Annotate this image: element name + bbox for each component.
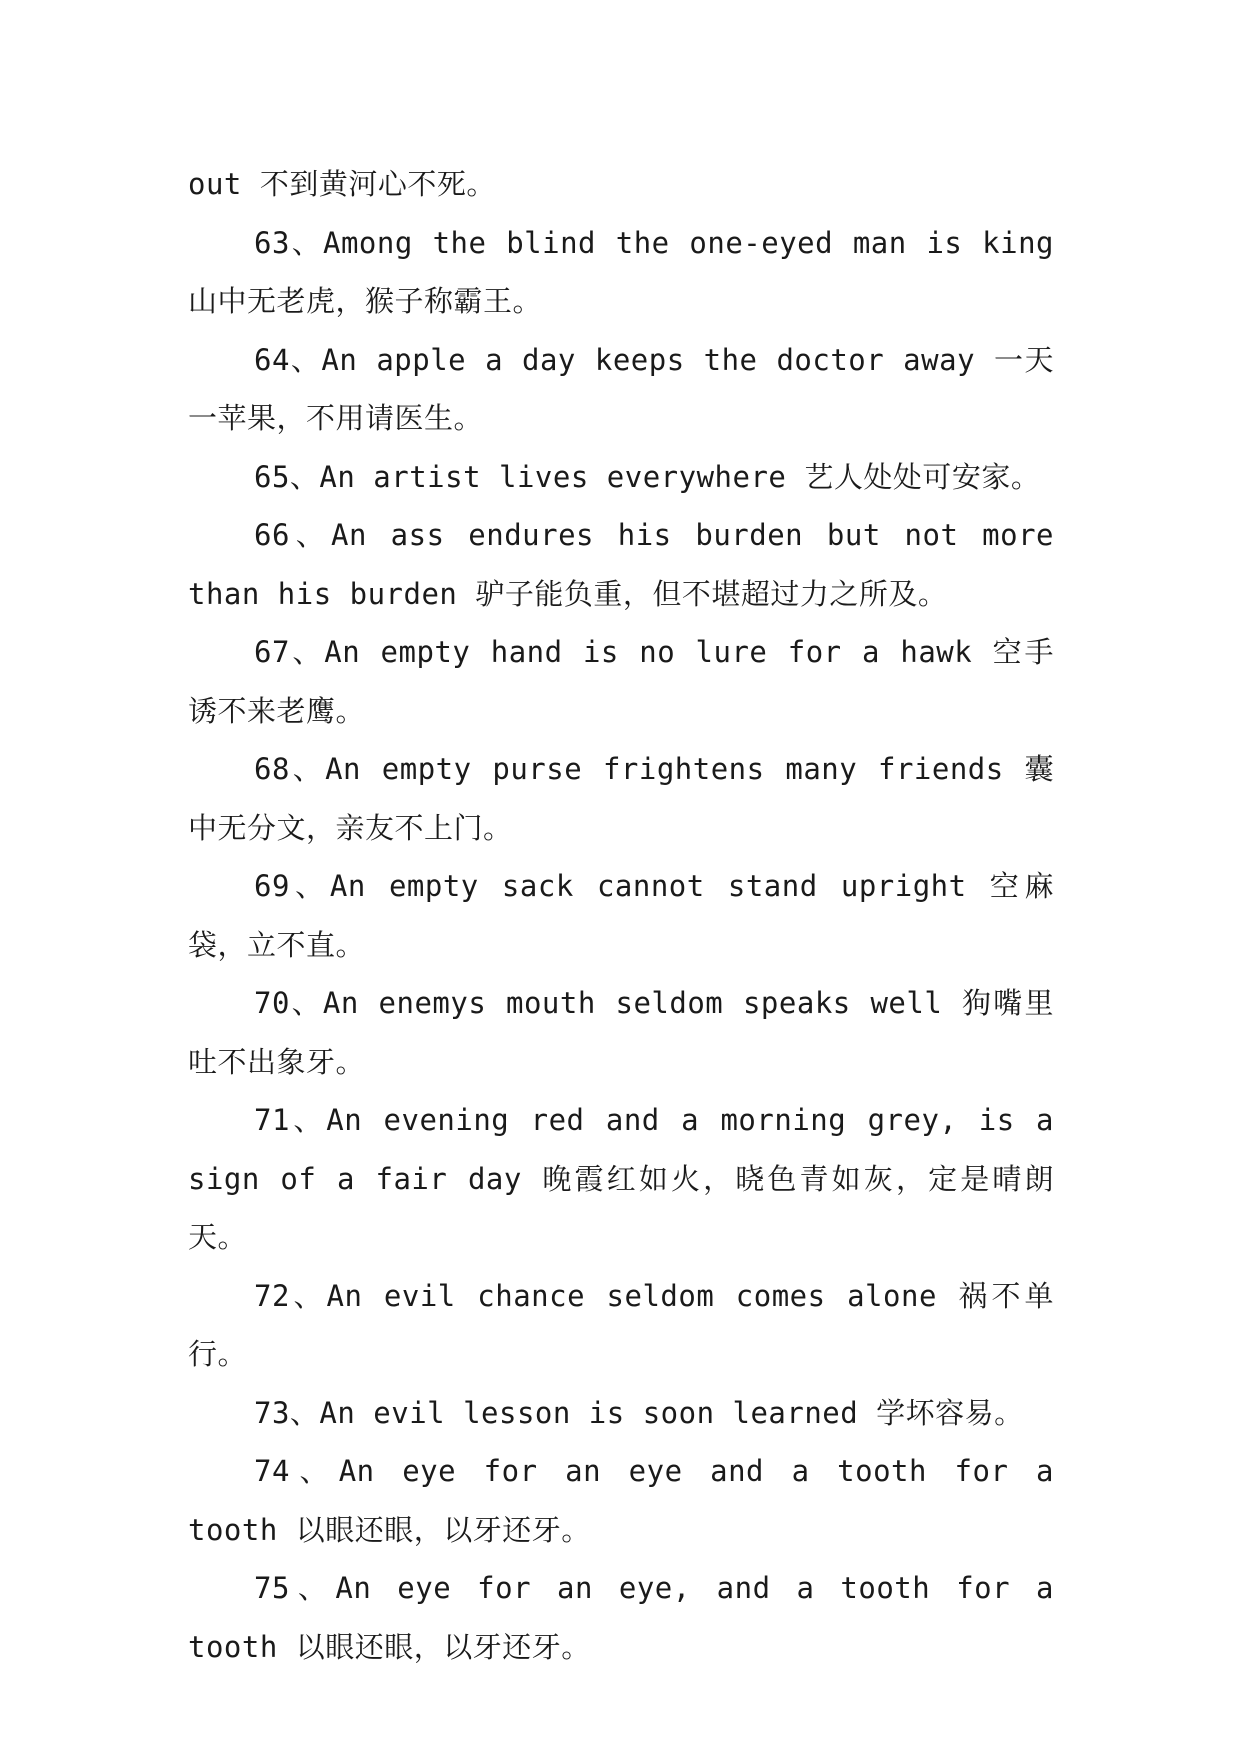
proverb-68: 68、An empty purse frightens many friends 囊中无分文，亲友不上门。 xyxy=(188,752,1054,845)
proverb-73: 73、An evil lesson is soon learned 学坏容易。 xyxy=(254,1395,1024,1430)
proverb-69: 69、An empty sack cannot stand upright 空麻袋，立不直。 xyxy=(188,869,1054,962)
document-page xyxy=(188,155,1054,1676)
proverb-66: 66、An ass endures his burden but not more than his burden 驴子能负重，但不堪超过力之所及。 xyxy=(188,518,1054,611)
proverb-71: 71、An evening red and a morning grey, is a sign of a fair day 晚霞红如火，晓色青如灰，定是晴朗天。 xyxy=(188,1103,1054,1254)
proverb-75: 75、An eye for an eye, and a tooth for a tooth 以眼还眼，以牙还牙。 xyxy=(188,1571,1054,1664)
proverb-67: 67、An empty hand is no lure for a hawk 空手诱不来老鹰。 xyxy=(188,635,1054,728)
proverb-64: 64、An apple a day keeps the doctor away 一天一苹果，不用请医生。 xyxy=(188,342,1054,435)
proverb-74: 74、An eye for an eye and a tooth for a tooth 以眼还眼，以牙还牙。 xyxy=(188,1454,1054,1547)
proverb-72: 72、An evil chance seldom comes alone 祸不单行。 xyxy=(188,1278,1054,1371)
proverb-63: 63、Among the blind the one-eyed man is king 山中无老虎，猴子称霸王。 xyxy=(188,225,1054,318)
proverb-65: 65、An artist lives everywhere 艺人处处可安家。 xyxy=(254,459,1041,494)
paragraph-continuation: out 不到黄河心不死。 xyxy=(188,167,496,201)
proverb-70: 70、An enemys mouth seldom speaks well 狗嘴里吐不出象牙。 xyxy=(188,986,1054,1079)
